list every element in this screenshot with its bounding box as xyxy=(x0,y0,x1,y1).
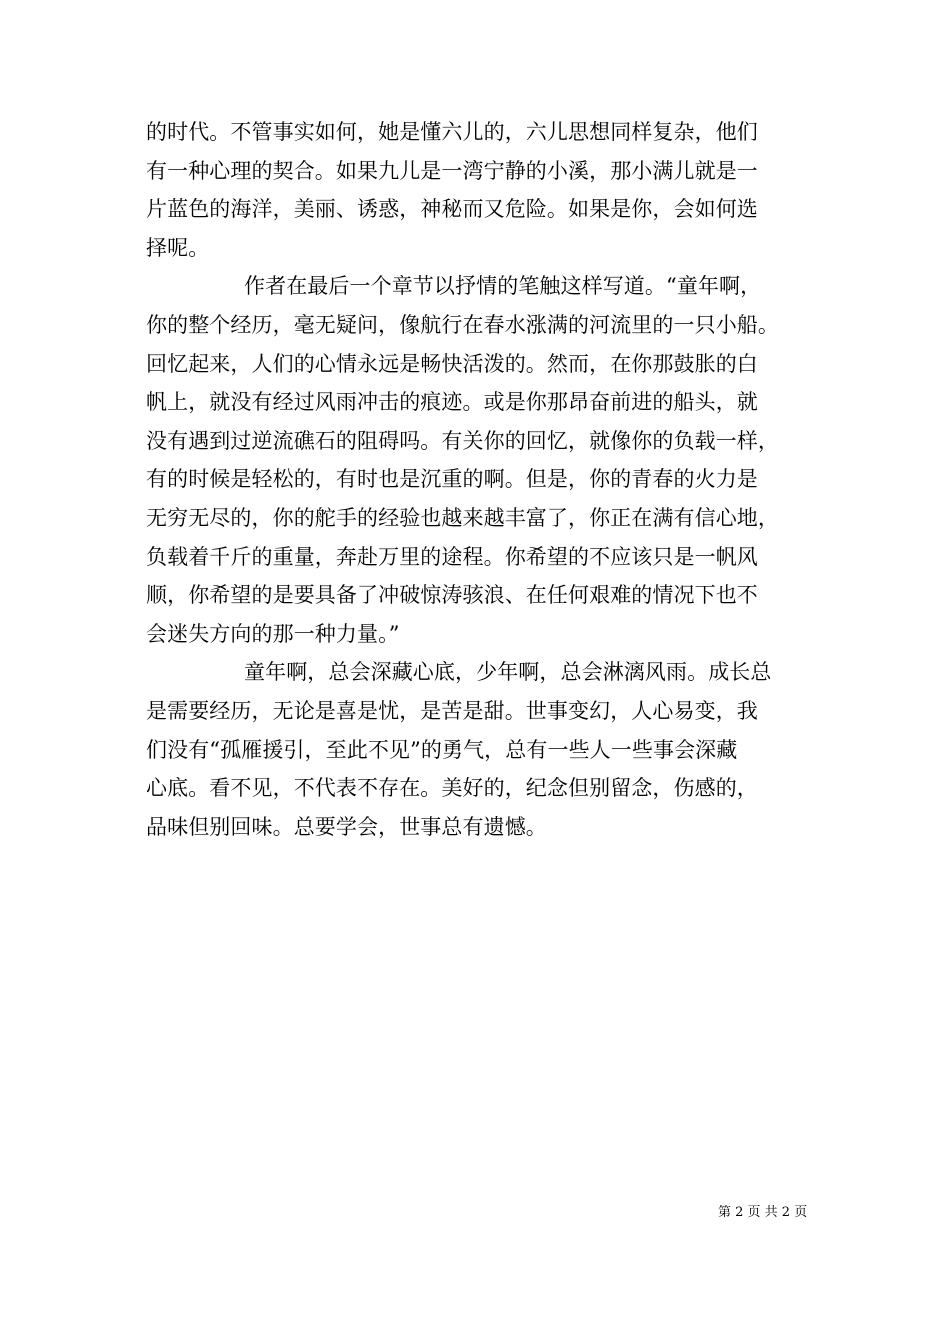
text-line: 负载着千斤的重量，奔赴万里的途程。你希望的不应该只是一帆风 xyxy=(146,544,758,569)
text-line: 顺，你希望的是要具备了冲破惊涛骇浪、在任何艰难的情况下也不 xyxy=(146,583,758,608)
text-line: 们没有“孤雁援引，至此不见”的勇气，总有一些人一些事会深藏 xyxy=(146,737,738,762)
page-number-footer: 第 2 页 共 2 页 xyxy=(718,1205,808,1220)
text-line: 没有遇到过逆流礁石的阻碍吗。有关你的回忆，就像你的负载一样， xyxy=(146,428,779,453)
paragraph-first-line: 童年啊，总会深藏心底，少年啊，总会淋漓风雨。成长总 xyxy=(244,660,772,685)
paragraph-first-line: 作者在最后一个章节以抒情的笔触这样写道。“童年啊， xyxy=(244,274,762,299)
text-line: 有一种心理的契合。如果九儿是一湾宁静的小溪，那小满儿就是一 xyxy=(146,158,758,183)
text-line: 帆上，就没有经过风雨冲击的痕迹。或是你那昂奋前进的船头，就 xyxy=(146,390,758,415)
text-line: 片蓝色的海洋，美丽、诱惑，神秘而又危险。如果是你，会如何选 xyxy=(146,197,758,222)
text-line: 回忆起来，人们的心情永远是畅快活泼的。然而，在你那鼓胀的白 xyxy=(146,351,758,376)
text-line: 会迷失方向的那一种力量。” xyxy=(146,621,400,646)
text-line: 你的整个经历，毫无疑问，像航行在春水涨满的河流里的一只小船。 xyxy=(146,312,779,337)
text-line: 有的时候是轻松的，有时也是沉重的啊。但是，你的青春的火力是 xyxy=(146,467,758,492)
body-text xyxy=(146,113,816,846)
text-line: 是需要经历，无论是喜是忧，是苦是甜。世事变幻，人心易变，我 xyxy=(146,698,758,723)
text-line: 心底。看不见，不代表不存在。美好的，纪念但别留念，伤感的， xyxy=(146,776,758,801)
text-line: 择呢。 xyxy=(146,235,210,260)
text-line: 的时代。不管事实如何，她是懂六儿的，六儿思想同样复杂，他们 xyxy=(146,120,758,144)
text-line: 无穷无尽的，你的舵手的经验也越来越丰富了，你正在满有信心地， xyxy=(146,505,779,530)
text-line: 品味但别回味。总要学会，世事总有遗憾。 xyxy=(146,814,547,839)
